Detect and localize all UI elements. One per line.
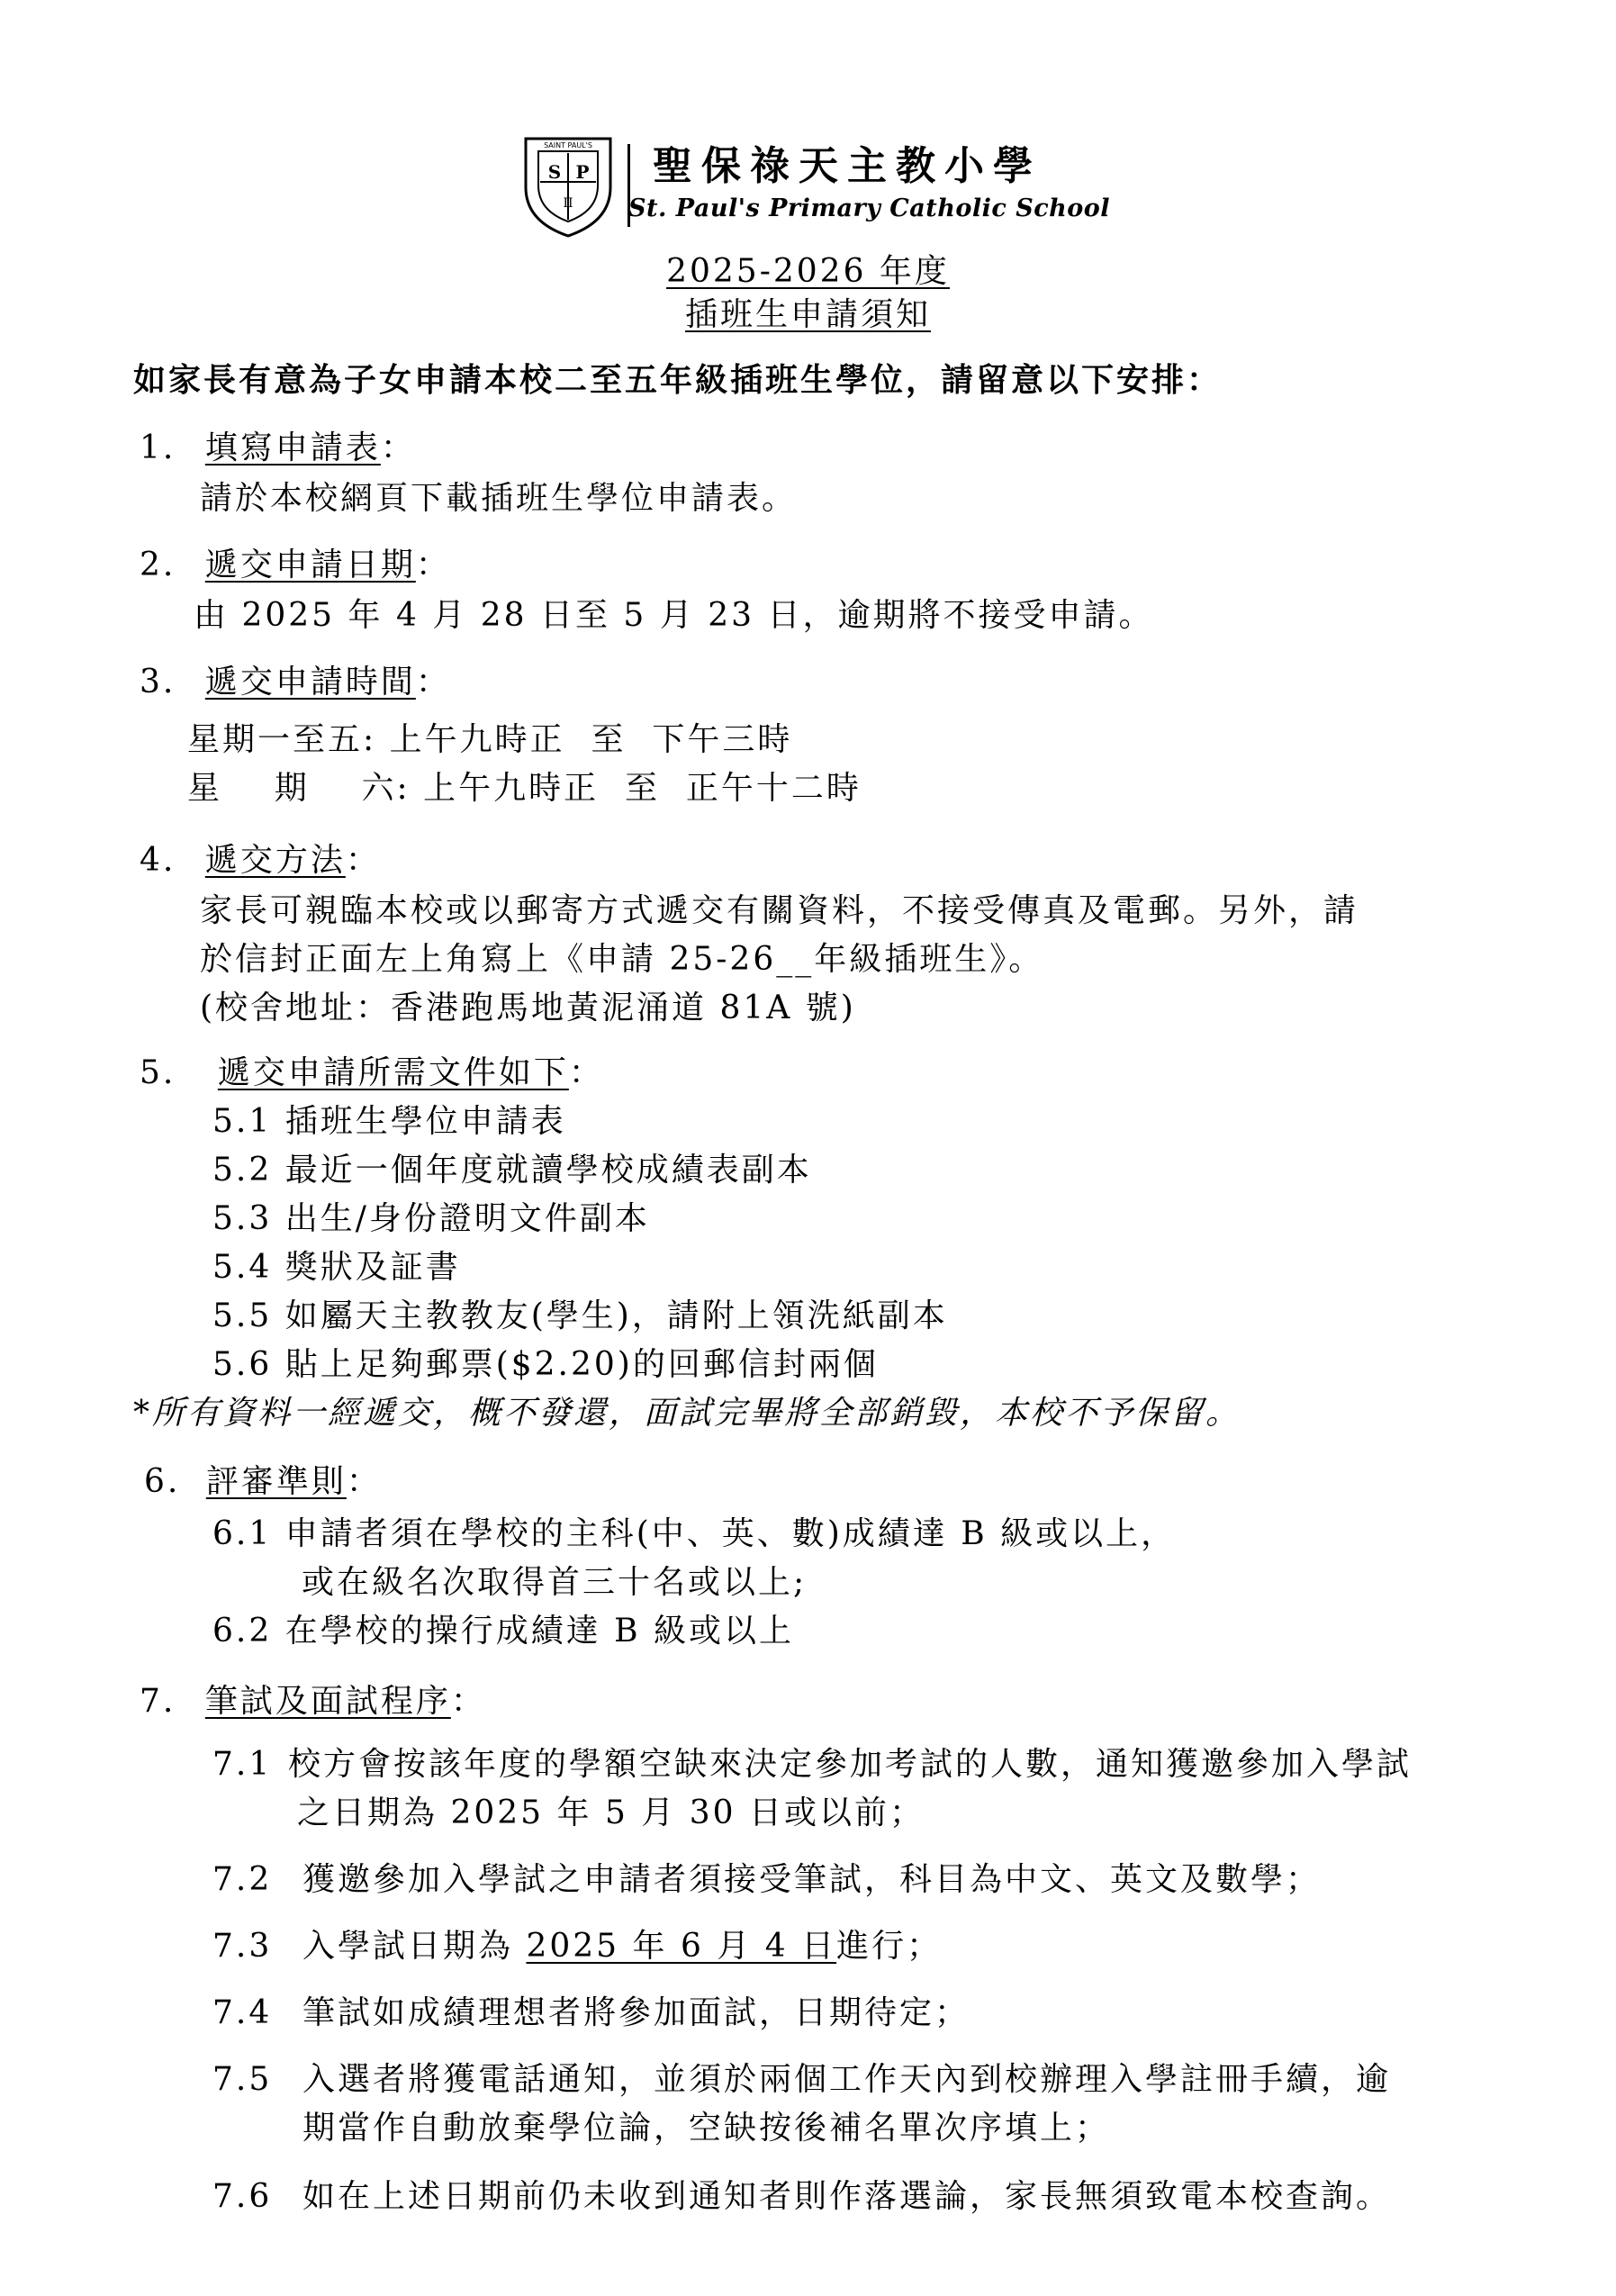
document-item: 5.3 出生/身份證明文件副本 — [212, 1200, 650, 1237]
procedure-item-text-cont: 之日期為 2025 年 5 月 30 日或以前； — [297, 1794, 925, 1831]
section-title: 填寫申請表 — [204, 429, 381, 466]
procedure-item-text: 校方會按該年度的學額空缺來決定參加考試的人數，通知獲邀參加入學試 — [288, 1746, 1413, 1783]
school-name-zh: 聖保祿天主教小學 — [653, 143, 1042, 189]
procedure-item-text: 入選者將獲電話通知，並須於兩個工作天內到校辦理入學註冊手續，逾 — [302, 2061, 1392, 2098]
section-3-line: 星 期 六: 上午九時正 至 正午十二時 — [187, 770, 862, 807]
section-number: 5. — [140, 1054, 176, 1091]
section-number: 3. — [140, 664, 176, 701]
procedure-item-number: 7.3 — [212, 1928, 273, 1965]
svg-text:SAINT PAUL'S: SAINT PAUL'S — [544, 141, 592, 149]
section-3-heading: 3. 遞交申請時間： — [140, 664, 451, 701]
intro-text: 如家長有意為子女申請本校二至五年級插班生學位，請留意以下安排： — [133, 361, 1223, 399]
document-item: 5.4 獎狀及証書 — [212, 1249, 461, 1286]
section-4-heading: 4. 遞交方法： — [140, 842, 381, 879]
section-title: 遞交方法 — [204, 842, 346, 879]
document-item: 5.6 貼上足夠郵票($2.20)的回郵信封兩個 — [212, 1346, 879, 1383]
exam-date: 2025 年 6 月 4 日 — [526, 1928, 837, 1965]
section-number: 1. — [140, 429, 176, 466]
section-title: 遞交申請日期 — [204, 547, 416, 583]
section-title: 筆試及面試程序 — [204, 1683, 451, 1720]
school-crest-logo — [519, 131, 618, 240]
section-1-heading: 1. 填寫申請表： — [140, 429, 416, 466]
procedure-item-text: 如在上述日期前仍未收到通知者則作落選論，家長無須致電本校查詢。 — [302, 2178, 1392, 2215]
section-7-heading: 7. 筆試及面試程序： — [140, 1683, 486, 1720]
section-title: 評審準則 — [205, 1463, 347, 1500]
section-2-line: 由 2025 年 4 月 28 日至 5 月 23 日，逾期將不接受申請。 — [194, 597, 1154, 634]
section-title: 遞交申請所需文件如下 — [217, 1054, 569, 1091]
section-4-line: (校舍地址：香港跑馬地黃泥涌道 81A 號) — [200, 990, 856, 1026]
section-1-line: 請於本校網頁下載插班生學位申請表。 — [200, 480, 798, 517]
svg-text:II: II — [563, 196, 573, 211]
procedure-item-number: 7.1 — [212, 1746, 273, 1783]
school-name-en: St. Paul's Primary Catholic School — [628, 194, 1111, 222]
section-6-heading: 6. 評審準則： — [144, 1463, 382, 1500]
document-item: 5.2 最近一個年度就讀學校成績表副本 — [212, 1152, 812, 1189]
section-4-line: 於信封正面左上角寫上《申請 25-26__年級插班生》。 — [200, 941, 1044, 978]
title-subject: 插班生申請須知 — [684, 296, 931, 333]
procedure-item-text-cont: 期當作自動放棄學位論，空缺按後補名單次序填上； — [302, 2110, 1111, 2147]
section-4-line: 家長可親臨本校或以郵寄方式遞交有關資料，不接受傳真及電郵。另外，請 — [200, 892, 1359, 929]
section-number: 6. — [144, 1463, 181, 1500]
procedure-item-number: 7.4 — [212, 1994, 273, 2031]
procedure-item-number: 7.2 — [212, 1861, 273, 1898]
document-item: 5.5 如屬天主教教友(學生)，請附上領洗紙副本 — [212, 1297, 948, 1334]
procedure-item-number: 7.6 — [212, 2178, 273, 2215]
svg-text:S: S — [547, 161, 562, 183]
documents-note: *所有資料一經遞交，概不發還，面試完畢將全部銷毀，本校不予保留。 — [133, 1395, 1241, 1432]
document-item: 5.1 插班生學位申請表 — [212, 1103, 566, 1140]
procedure-item-number: 7.5 — [212, 2061, 273, 2098]
procedure-item-text: 獲邀參加入學試之申請者須接受筆試，科目為中文、英文及數學； — [302, 1861, 1322, 1898]
procedure-item-text: 入學試日期為 2025 年 6 月 4 日進行； — [302, 1928, 943, 1965]
section-2-heading: 2. 遞交申請日期： — [140, 547, 451, 583]
criteria-item-cont: 或在級名次取得首三十名或以上; — [302, 1564, 808, 1601]
section-3-line: 星期一至五: 上午九時正 至 下午三時 — [187, 721, 793, 758]
criteria-item: 6.1 申請者須在學校的主科(中、英、數)成績達 B 級或以上， — [212, 1515, 1177, 1552]
section-title: 遞交申請時間 — [204, 664, 416, 701]
section-number: 7. — [140, 1683, 176, 1720]
title-year: 2025-2026 年度 — [666, 253, 950, 290]
section-number: 2. — [140, 547, 176, 583]
section-5-heading: 5. 遞交申請所需文件如下： — [140, 1054, 604, 1091]
criteria-item: 6.2 在學校的操行成績達 B 級或以上 — [212, 1613, 795, 1650]
svg-text:P: P — [575, 161, 590, 183]
procedure-item-text: 筆試如成績理想者將參加面試，日期待定； — [302, 1994, 971, 2031]
section-number: 4. — [140, 842, 176, 879]
